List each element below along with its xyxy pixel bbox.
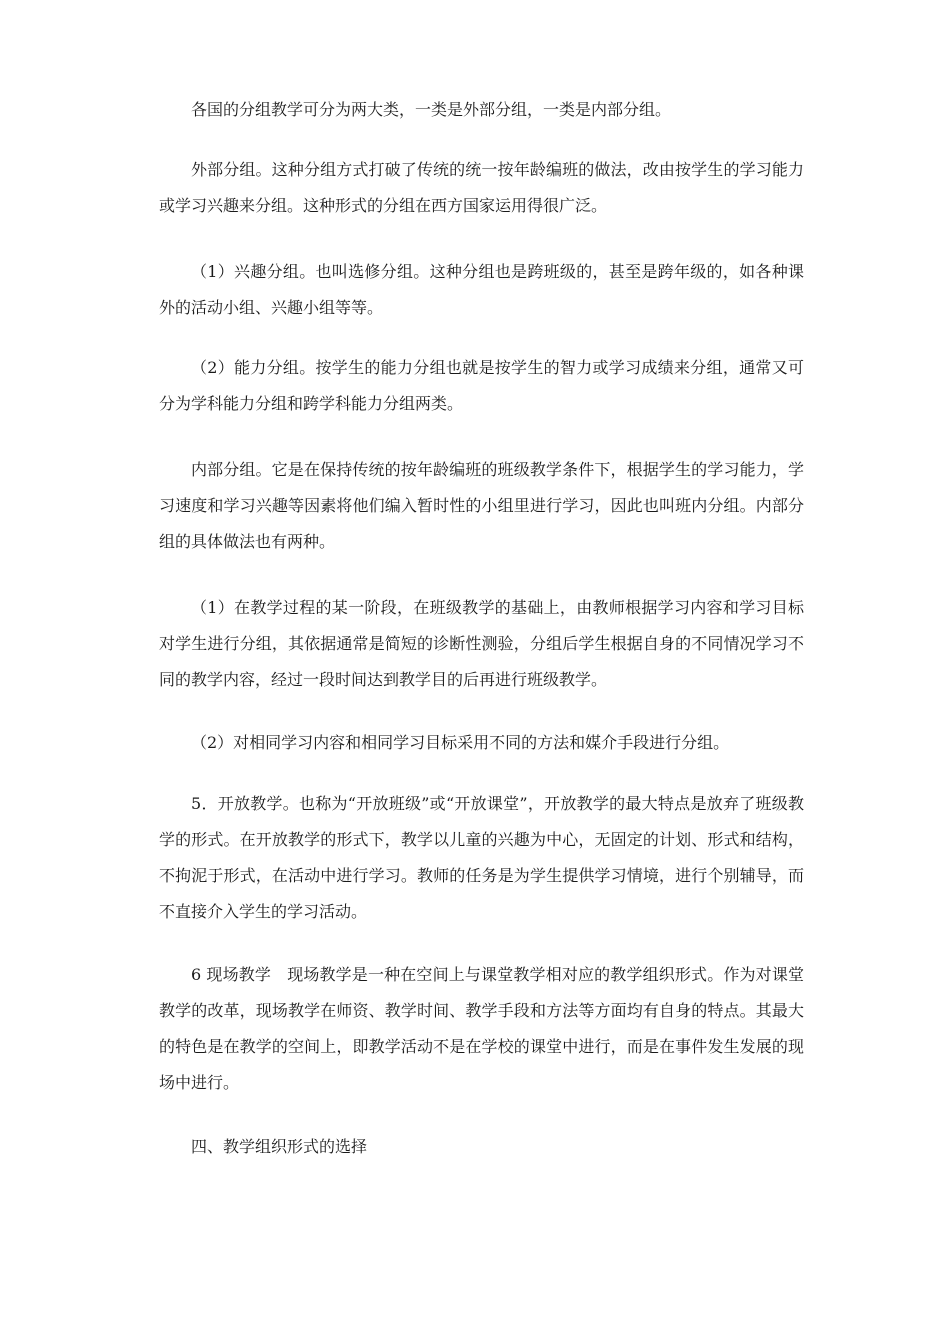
paragraph-internal-method-2: （2）对相同学习内容和相同学习目标采用不同的方法和媒介手段进行分组。 xyxy=(191,733,730,752)
paragraph-ability-grouping: （2）能力分组。按学生的能力分组也就是按学生的智力或学习成绩来分组，通常又可分为学科能力分组和跨学科能力分组两类。 xyxy=(159,358,804,413)
paragraph-field-teaching: 6 现场教学 现场教学是一种在空间上与课堂教学相对应的教学组织形式。作为对课堂教学的改革，现场教学在师资、教学时间、教学手段和方法等方面均有自身的特点。其最大的特色是在教学的空间上，即教学活动不是在学校的课堂中进行，而是在事件发生发展的现场中进行。 xyxy=(159,965,804,1092)
section-heading-choice: 四、教学组织形式的选择 xyxy=(191,1137,368,1156)
paragraph-interest-grouping: （1）兴趣分组。也叫选修分组。这种分组也是跨班级的，甚至是跨年级的，如各种课外的活动小组、兴趣小组等等。 xyxy=(159,262,804,317)
paragraph-internal-grouping: 内部分组。它是在保持传统的按年龄编班的班级教学条件下，根据学生的学习能力，学习速度和学习兴趣等因素将他们编入暂时性的小组里进行学习，因此也叫班内分组。内部分组的具体做法也有两种。 xyxy=(159,460,804,551)
paragraph-external-grouping: 外部分组。这种分组方式打破了传统的统一按年龄编班的做法，改由按学生的学习能力或学习兴趣来分组。这种形式的分组在西方国家运用得很广泛。 xyxy=(159,160,804,215)
paragraph-internal-method-1: （1）在教学过程的某一阶段，在班级教学的基础上，由教师根据学习内容和学习目标对学生进行分组，其依据通常是简短的诊断性测验，分组后学生根据自身的不同情况学习不同的教学内容，经过一段时间达到教学目的后再进行班级教学。 xyxy=(159,598,804,689)
paragraph-intro: 各国的分组教学可分为两大类，一类是外部分组，一类是内部分组。 xyxy=(191,100,672,119)
paragraph-open-teaching: 5．开放教学。也称为“开放班级”或“开放课堂”，开放教学的最大特点是放弃了班级教学的形式。在开放教学的形式下，教学以儿童的兴趣为中心，无固定的计划、形式和结构，不拘泥于形式，在活动中进行学习。教师的任务是为学生提供学习情境，进行个别辅导，而不直接介入学生的学习活动。 xyxy=(159,794,804,921)
